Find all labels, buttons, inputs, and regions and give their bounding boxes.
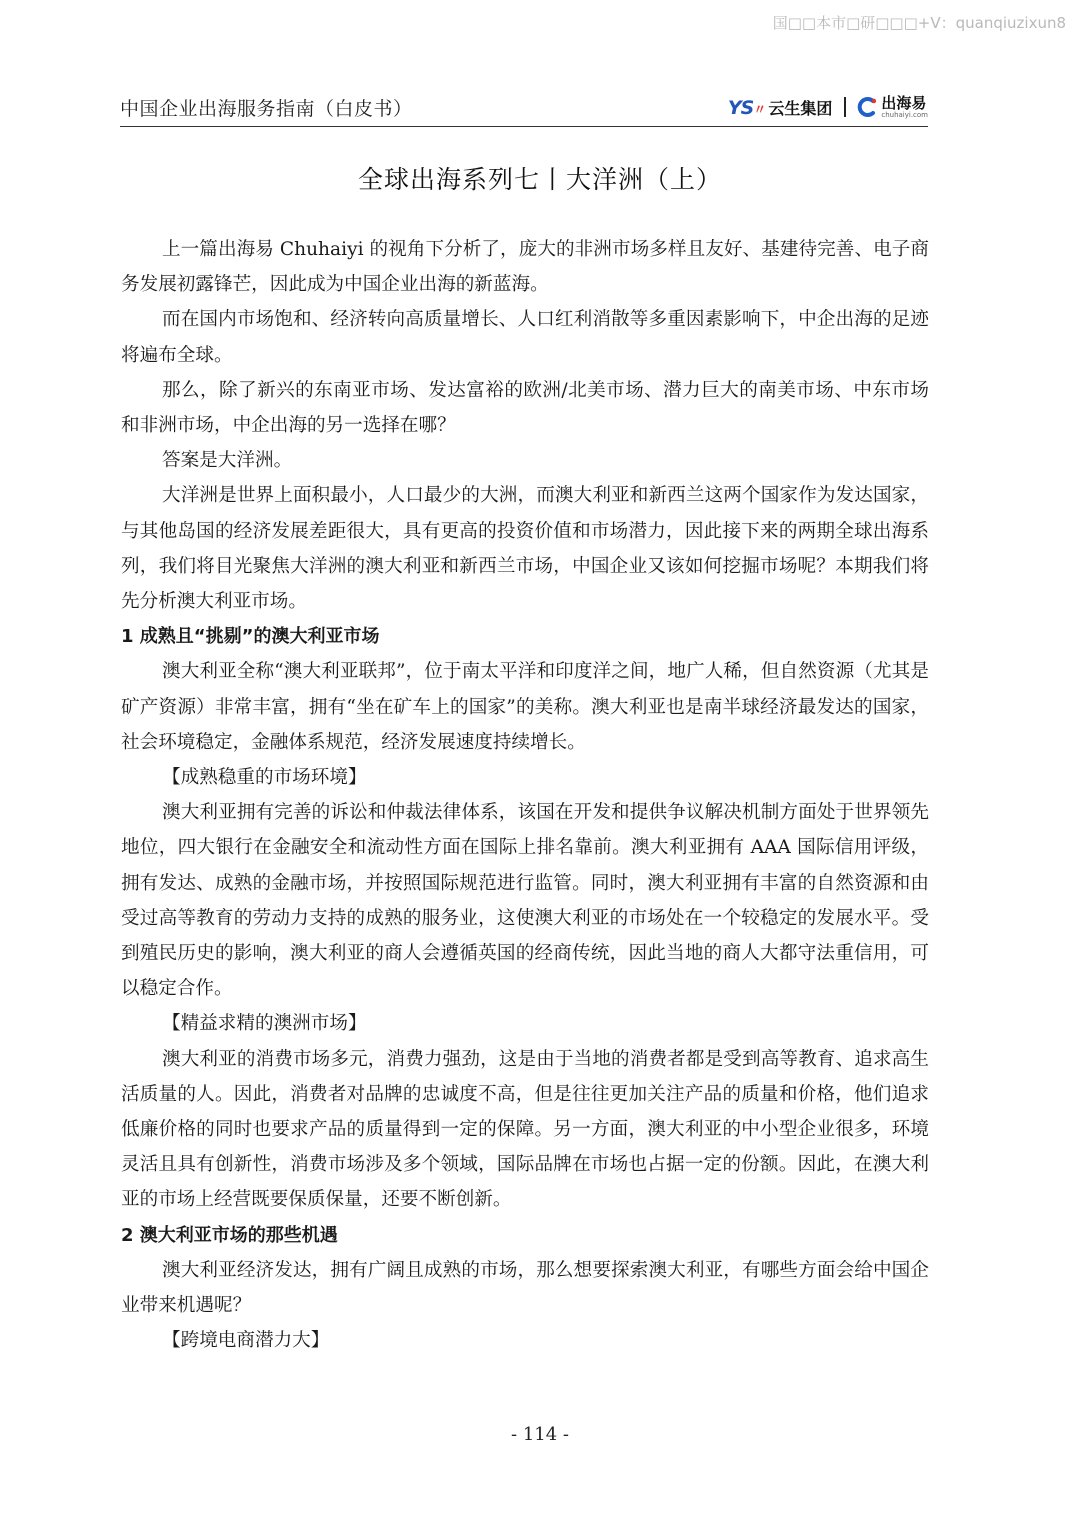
page-header (120, 90, 928, 127)
paragraph: 上一篇出海易 Chuhaiyi 的视角下分析了，庞大的非洲市场多样且友好、基建待完善、电子商务发展初露锋芒，因此成为中国企业出海的新蓝海。 (121, 239, 929, 296)
chuhaiyi-logo (856, 93, 928, 119)
chuhaiyi-logo-domain: chuhaiyi.com (881, 110, 928, 119)
section-heading: 1 成熟且“挑剔”的澳大利亚市场 (121, 626, 380, 648)
paragraph: 而在国内市场饱和、经济转向高质量增长、人口红利消散等多重因素影响下，中企出海的足迹将遍布全球。 (121, 309, 929, 366)
watermark-text: 国□□本市□研□□□+V：quanqiuzixun8 (772, 14, 1066, 32)
subsection-heading: 【跨境电商潜力大】 (162, 1330, 330, 1352)
paragraph: 澳大利亚经济发达，拥有广阔且成熟的市场，那么想要探索澳大利亚，有哪些方面会给中国企业带来机遇呢？ (121, 1259, 929, 1317)
logo-divider (844, 97, 846, 117)
subsection-heading: 【精益求精的澳洲市场】 (162, 1013, 367, 1035)
chuhaiyi-c-icon (856, 96, 878, 118)
document-title: 全球出海系列七丨大洋洲（上） (357, 165, 722, 194)
yunsheng-logo-mark: YS (727, 96, 754, 119)
subsection-heading: 【成熟稳重的市场环境】 (162, 767, 367, 789)
paragraph: 大洋洲是世界上面积最小，人口最少的大洲，而澳大利亚和新西兰这两个国家作为发达国家，与其他岛国的经济发展差距很大，具有更高的投资价值和市场潜力，因此接下来的两期全球出海系列，我们将目光聚焦大洋洲的澳大利亚和新西兰市场，中国企业又该如何挖掘市场呢？本期我们将先分析澳大利亚市场。 (121, 485, 929, 613)
header-logos (728, 94, 928, 120)
yunsheng-logo-name: 云生集团 (768, 98, 833, 118)
chuhaiyi-logo-name: 出海易 (881, 93, 927, 112)
section-heading: 2 澳大利亚市场的那些机遇 (121, 1224, 338, 1246)
paragraph: 那么，除了新兴的东南亚市场、发达富裕的欧洲/北美市场、潜力巨大的南美市场、中东市场和非洲市场，中企出海的另一选择在哪？ (121, 379, 929, 437)
header-title: 中国企业出海服务指南（白皮书） (120, 98, 413, 120)
paragraph: 澳大利亚全称“澳大利亚联邦”，位于南太平洋和印度洋之间，地广人稀，但自然资源（尤其是矿产资源）非常丰富，拥有“坐在矿车上的国家”的美称。澳大利亚也是南半球经济最发达的国家，社会环境稳定，金融体系规范，经济发展速度持续增长。 (121, 661, 929, 753)
swoosh-icon: 〃 (753, 102, 767, 118)
document-body (121, 232, 929, 1359)
paragraph: 答案是大洋洲。 (162, 450, 293, 472)
paragraph: 澳大利亚的消费市场多元，消费力强劲，这是由于当地的消费者都是受到高等教育、追求高生活质量的人。因此，消费者对品牌的忠诚度不高，但是往往更加关注产品的质量和价格，他们追求低廉价格的同时也要求产品的质量得到一定的保障。另一方面，澳大利亚的中小型企业很多，环境灵活且具有创新性，消费市场涉及多个领域，国际品牌在市场也占据一定的份额。因此，在澳大利亚的市场上经营既要保质保量，还要不断创新。 (121, 1048, 929, 1211)
page-number: - 114 - (511, 1424, 569, 1445)
paragraph: 澳大利亚拥有完善的诉讼和仲裁法律体系，该国在开发和提供争议解决机制方面处于世界领先地位，四大银行在金融安全和流动性方面在国际上排名靠前。澳大利亚拥有 AAA 国际信用评级，拥有发达、成熟的金融市场，并按照国际规范进行监管。同时，澳大利亚拥有丰富的自然资源和由受过高等教育的劳动力支持的成熟的服务业，这使澳大利亚的市场处在一个较稳定的发展水平。受到殖民历史的影响，澳大利亚的商人会遵循英国的经商传统，因此当地的商人大都守法重信用，可以稳定合作。 (121, 802, 929, 1000)
yunsheng-logo (728, 96, 832, 119)
